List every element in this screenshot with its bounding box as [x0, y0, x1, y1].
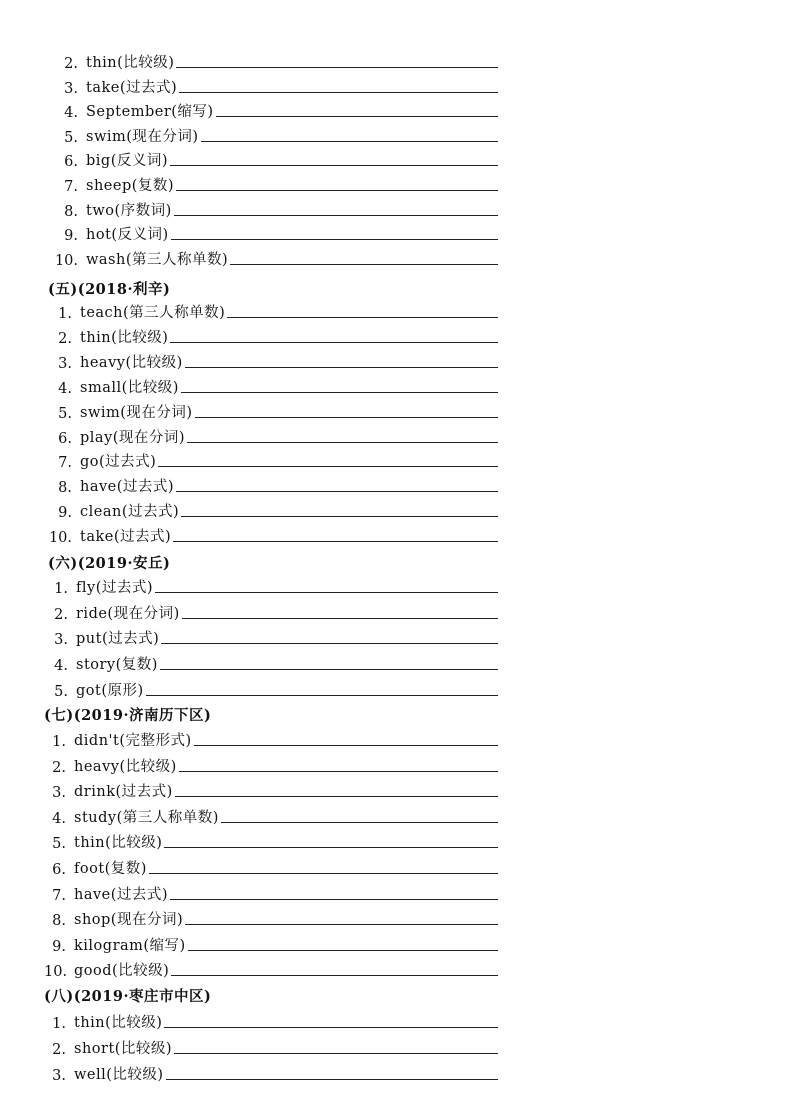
- question-number: 9.: [64, 228, 78, 245]
- question-number: 7.: [64, 179, 78, 195]
- section-header: (八)(2019·枣庄市中区): [44, 988, 212, 1005]
- question-number: 5.: [58, 405, 72, 422]
- question-number: 8.: [52, 913, 66, 930]
- question-row: [48, 524, 498, 546]
- question-number: 4.: [54, 658, 68, 675]
- question-number: 1.: [58, 306, 72, 322]
- question-number: 2.: [64, 56, 78, 72]
- answer-blank-line[interactable]: [185, 924, 498, 925]
- section-header: (五)(2018·利辛): [48, 281, 171, 298]
- question-row: [48, 325, 498, 347]
- answer-blank-line[interactable]: [155, 592, 498, 593]
- question-number: 10.: [54, 252, 78, 269]
- question-row: [48, 425, 498, 447]
- question-prompt: heavy(比较级): [80, 354, 183, 371]
- question-prompt: take(过去式): [80, 529, 172, 546]
- question-row: [46, 678, 498, 700]
- question-prompt: September(缩写): [86, 104, 214, 121]
- answer-blank-line[interactable]: [185, 367, 498, 368]
- question-prompt: big(反义词): [86, 153, 169, 170]
- question-prompt: drink(过去式): [74, 784, 173, 801]
- question-prompt: story(复数): [76, 657, 158, 674]
- question-prompt: small(比较级): [80, 379, 179, 396]
- question-prompt: thin(比较级): [80, 329, 169, 346]
- answer-blank-line[interactable]: [195, 417, 498, 418]
- question-prompt: take(过去式): [86, 79, 178, 96]
- question-number: 4.: [52, 810, 66, 827]
- question-number: 4.: [64, 105, 78, 122]
- answer-blank-line[interactable]: [161, 643, 498, 644]
- question-row: [54, 50, 498, 72]
- question-number: 1.: [54, 581, 68, 597]
- answer-blank-line[interactable]: [176, 67, 498, 68]
- question-prompt: study(第三人称单数): [74, 809, 219, 826]
- section-header: (七)(2019·济南历下区): [44, 707, 212, 724]
- question-prompt: play(现在分词): [80, 429, 186, 446]
- question-prompt: thin(比较级): [86, 55, 175, 71]
- question-prompt: got(原形): [76, 682, 144, 699]
- answer-blank-line[interactable]: [179, 771, 498, 772]
- answer-blank-line[interactable]: [194, 745, 498, 746]
- question-row: [54, 247, 498, 269]
- question-prompt: have(过去式): [80, 479, 175, 496]
- question-prompt: well(比较级): [74, 1067, 164, 1083]
- answer-blank-line[interactable]: [174, 1053, 498, 1054]
- question-row: [44, 1062, 498, 1084]
- question-row: [54, 222, 498, 244]
- question-prompt: good(比较级): [74, 963, 170, 980]
- question-prompt: thin(比较级): [74, 1015, 163, 1031]
- answer-blank-line[interactable]: [182, 618, 498, 619]
- question-row: [54, 75, 498, 97]
- answer-blank-line[interactable]: [164, 1027, 498, 1028]
- question-prompt: teach(第三人称单数): [80, 305, 226, 321]
- question-row: [54, 173, 498, 195]
- question-row: [54, 198, 498, 220]
- question-prompt: heavy(比较级): [74, 758, 177, 775]
- question-row: [44, 805, 498, 827]
- question-prompt: clean(过去式): [80, 504, 180, 521]
- question-number: 3.: [54, 632, 68, 649]
- question-number: 4.: [58, 380, 72, 397]
- question-row: [44, 1036, 498, 1058]
- question-number: 3.: [52, 785, 66, 802]
- question-number: 6.: [52, 862, 66, 878]
- question-number: 6.: [64, 154, 78, 171]
- question-row: [46, 626, 498, 648]
- question-row: [48, 449, 498, 471]
- question-prompt: didn't(完整形式): [74, 733, 192, 749]
- question-prompt: foot(复数): [74, 861, 147, 877]
- answer-blank-line[interactable]: [171, 239, 498, 240]
- question-prompt: fly(过去式): [76, 580, 154, 596]
- question-prompt: two(序数词): [86, 202, 172, 219]
- question-row: [44, 830, 498, 852]
- answer-blank-line[interactable]: [174, 215, 498, 216]
- answer-blank-line[interactable]: [176, 491, 498, 492]
- question-number: 1.: [52, 734, 66, 750]
- question-row: [44, 856, 498, 878]
- question-number: 2.: [58, 330, 72, 347]
- answer-blank-line[interactable]: [175, 796, 498, 797]
- question-row: [48, 375, 498, 397]
- question-number: 3.: [52, 1068, 66, 1084]
- question-row: [46, 575, 498, 597]
- answer-blank-line[interactable]: [166, 1079, 498, 1080]
- question-number: 5.: [52, 836, 66, 853]
- question-row: [44, 1010, 498, 1032]
- question-row: [44, 754, 498, 776]
- question-row: [48, 474, 498, 496]
- question-number: 8.: [58, 480, 72, 497]
- answer-blank-line[interactable]: [170, 342, 498, 343]
- question-prompt: ride(现在分词): [76, 605, 180, 622]
- question-number: 5.: [64, 129, 78, 146]
- question-prompt: put(过去式): [76, 631, 160, 648]
- answer-blank-line[interactable]: [227, 317, 498, 318]
- answer-blank-line[interactable]: [181, 516, 498, 517]
- answer-blank-line[interactable]: [146, 695, 498, 696]
- answer-blank-line[interactable]: [160, 669, 498, 670]
- question-row: [54, 99, 498, 121]
- question-row: [44, 933, 498, 955]
- section-header: (六)(2019·安丘): [48, 555, 171, 572]
- question-row: [48, 350, 498, 372]
- question-prompt: kilogram(缩写): [74, 937, 186, 954]
- question-prompt: hot(反义词): [86, 227, 169, 244]
- answer-blank-line[interactable]: [216, 116, 498, 117]
- question-number: 5.: [54, 683, 68, 700]
- answer-blank-line[interactable]: [181, 392, 498, 393]
- question-number: 10.: [48, 530, 72, 547]
- question-prompt: swim(现在分词): [86, 128, 199, 145]
- question-number: 9.: [52, 938, 66, 955]
- question-prompt: go(过去式): [80, 454, 157, 471]
- question-number: 2.: [52, 759, 66, 776]
- answer-blank-line[interactable]: [221, 822, 498, 823]
- answer-blank-line[interactable]: [201, 141, 498, 142]
- question-row: [46, 652, 498, 674]
- question-number: 1.: [52, 1016, 66, 1032]
- answer-blank-line[interactable]: [149, 873, 498, 874]
- question-number: 8.: [64, 203, 78, 220]
- question-row: [48, 300, 498, 322]
- question-row: [54, 148, 498, 170]
- question-prompt: short(比较级): [74, 1041, 173, 1057]
- question-row: [44, 958, 498, 980]
- question-prompt: wash(第三人称单数): [86, 251, 229, 268]
- question-prompt: swim(现在分词): [80, 404, 193, 421]
- question-number: 7.: [58, 455, 72, 472]
- question-row: [48, 400, 498, 422]
- question-number: 10.: [44, 964, 68, 981]
- answer-blank-line[interactable]: [230, 264, 498, 265]
- question-prompt: have(过去式): [74, 886, 169, 903]
- answer-blank-line[interactable]: [170, 165, 498, 166]
- question-number: 2.: [54, 606, 68, 623]
- question-number: 3.: [64, 80, 78, 97]
- answer-blank-line[interactable]: [176, 190, 498, 191]
- question-number: 3.: [58, 355, 72, 372]
- question-row: [48, 499, 498, 521]
- answer-blank-line[interactable]: [179, 92, 498, 93]
- question-prompt: shop(现在分词): [74, 912, 184, 929]
- answer-blank-line[interactable]: [164, 847, 498, 848]
- question-row: [44, 779, 498, 801]
- question-row: [46, 601, 498, 623]
- answer-blank-line[interactable]: [187, 442, 498, 443]
- question-prompt: thin(比较级): [74, 835, 163, 852]
- answer-blank-line[interactable]: [173, 541, 498, 542]
- answer-blank-line[interactable]: [188, 950, 498, 951]
- question-row: [44, 882, 498, 904]
- question-row: [54, 124, 498, 146]
- question-number: 9.: [58, 505, 72, 522]
- question-number: 7.: [52, 887, 66, 904]
- question-number: 2.: [52, 1042, 66, 1058]
- question-row: [44, 728, 498, 750]
- answer-blank-line[interactable]: [158, 466, 498, 467]
- question-number: 6.: [58, 430, 72, 447]
- question-row: [44, 907, 498, 929]
- answer-blank-line[interactable]: [170, 899, 498, 900]
- answer-blank-line[interactable]: [171, 975, 498, 976]
- question-prompt: sheep(复数): [86, 178, 175, 194]
